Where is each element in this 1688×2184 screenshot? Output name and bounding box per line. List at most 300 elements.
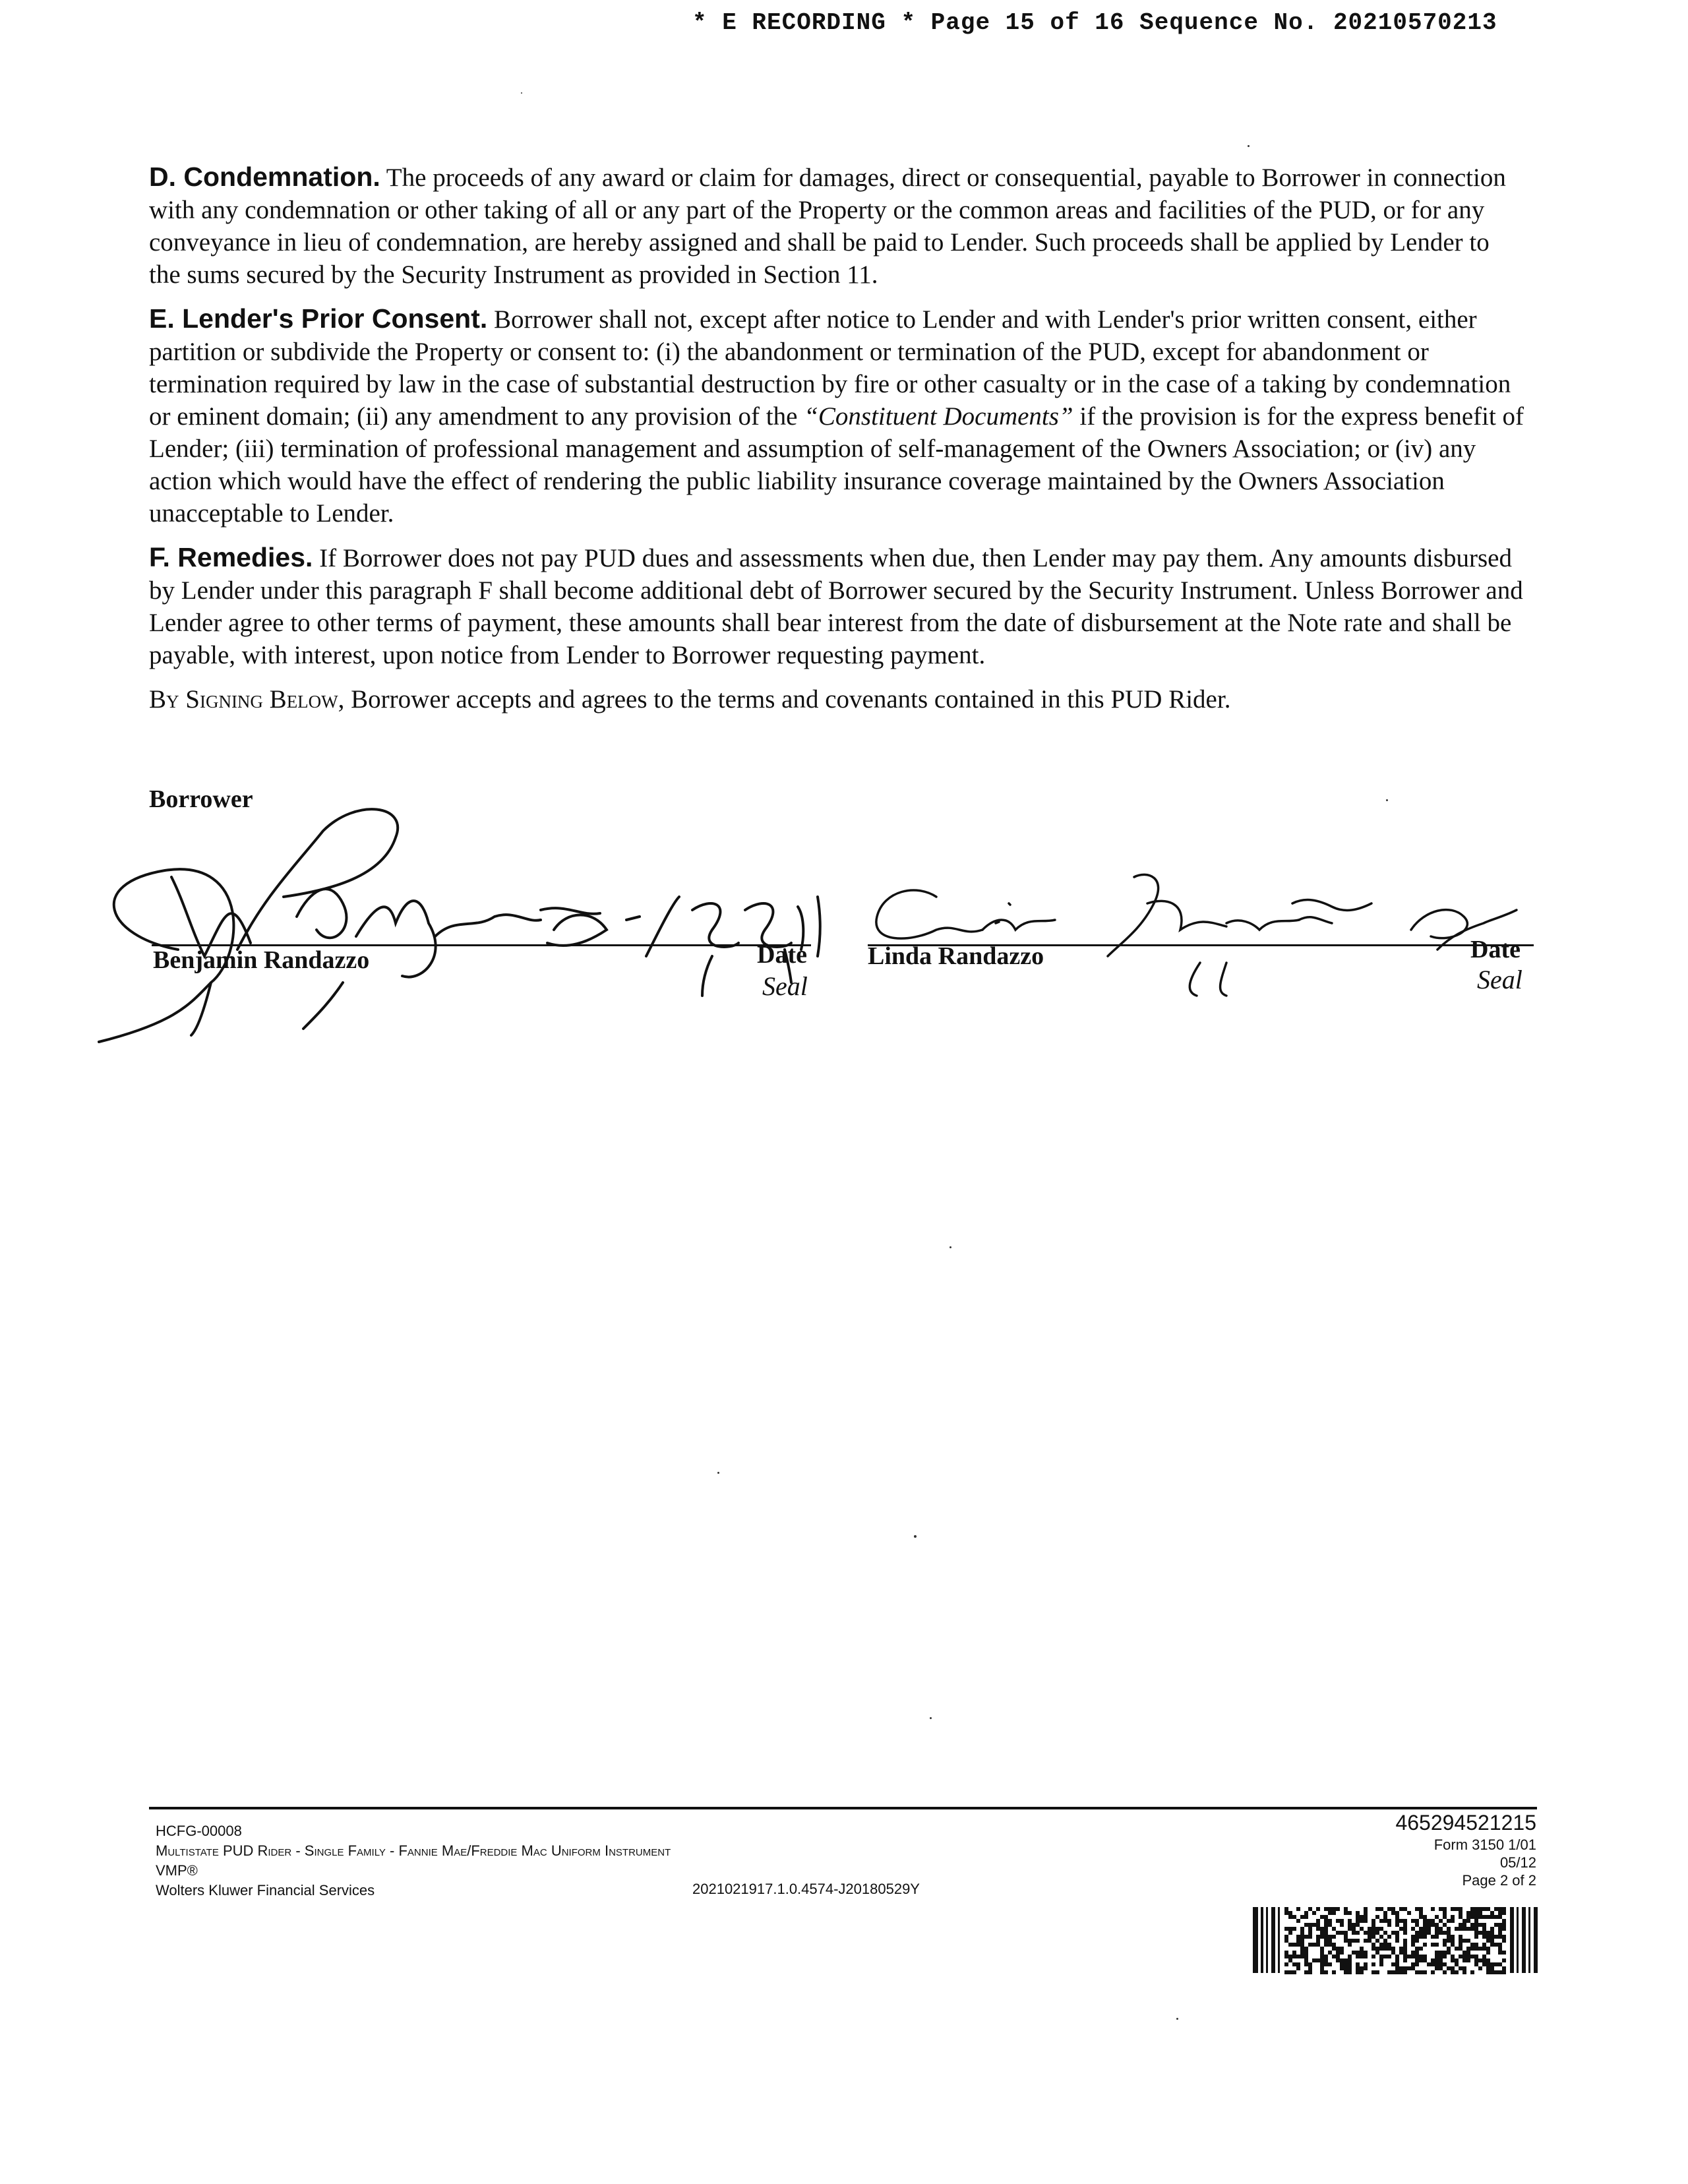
- barcode-module: [1455, 1907, 1459, 1911]
- barcode-module: [1486, 1958, 1490, 1962]
- barcode-module: [1490, 1911, 1494, 1915]
- barcode-module: [1372, 1955, 1375, 1958]
- barcode-module: [1403, 1947, 1407, 1951]
- section-f: [149, 541, 1527, 671]
- closing-text: Borrower accepts and agrees to the terms and covenants contained in this PUD Rider.: [344, 685, 1231, 713]
- barcode-module: [1292, 1943, 1296, 1947]
- barcode-module: [1423, 1919, 1427, 1923]
- barcode-module: [1478, 1907, 1482, 1911]
- barcode-module: [1383, 1939, 1387, 1943]
- barcode-module: [1466, 1911, 1470, 1915]
- barcode-module: [1474, 1931, 1478, 1935]
- signer-1-date-label: Date: [757, 941, 807, 969]
- barcode-module: [1320, 1931, 1324, 1935]
- barcode-module: [1415, 1951, 1419, 1955]
- barcode-module: [1431, 1970, 1435, 1974]
- section-d-heading: D. Condemnation.: [149, 162, 380, 192]
- barcode-module: [1340, 1923, 1344, 1927]
- barcode-module: [1451, 1935, 1455, 1939]
- barcode-module: [1474, 1935, 1478, 1939]
- barcode-module: [1308, 1935, 1312, 1939]
- barcode-module: [1419, 1927, 1423, 1931]
- barcode-module: [1395, 1939, 1399, 1943]
- barcode-module: [1304, 1947, 1308, 1951]
- barcode-module: [1379, 1935, 1383, 1939]
- barcode-module: [1494, 1923, 1498, 1927]
- barcode-module: [1466, 1951, 1470, 1955]
- barcode-module: [1316, 1919, 1320, 1923]
- barcode-module: [1451, 1955, 1455, 1958]
- barcode-module: [1324, 1923, 1328, 1927]
- barcode-module: [1482, 1935, 1486, 1939]
- barcode-module: [1498, 1935, 1502, 1939]
- barcode-module: [1372, 1962, 1375, 1966]
- barcode-module: [1498, 1911, 1502, 1915]
- barcode-module: [1459, 1907, 1462, 1911]
- barcode-module: [1415, 1935, 1419, 1939]
- barcode-module: [1316, 1907, 1320, 1911]
- barcode-module: [1455, 1927, 1459, 1931]
- barcode-module: [1336, 1907, 1340, 1911]
- barcode-module: [1300, 1935, 1304, 1939]
- barcode-module: [1328, 1943, 1332, 1947]
- barcode-module: [1439, 1955, 1443, 1958]
- barcode-module: [1462, 1970, 1466, 1974]
- barcode-module: [1387, 1970, 1391, 1974]
- barcode-module: [1447, 1935, 1451, 1939]
- barcode-module: [1459, 1966, 1462, 1970]
- barcode-module: [1375, 1951, 1379, 1955]
- barcode-module: [1288, 1943, 1292, 1947]
- barcode-module: [1462, 1923, 1466, 1927]
- barcode-module: [1356, 1911, 1360, 1915]
- barcode-module: [1494, 1907, 1498, 1911]
- barcode-module: [1470, 1915, 1474, 1919]
- barcode-module: [1292, 1951, 1296, 1955]
- barcode-module: [1395, 1966, 1399, 1970]
- barcode-module: [1375, 1907, 1379, 1911]
- barcode-module: [1415, 1923, 1419, 1927]
- scan-speck: [1386, 799, 1388, 801]
- barcode-module: [1466, 1939, 1470, 1943]
- barcode-module: [1411, 1966, 1415, 1970]
- barcode-module: [1300, 1955, 1304, 1958]
- barcode-module: [1423, 1923, 1427, 1927]
- barcode-module: [1304, 1951, 1308, 1955]
- barcode-module: [1304, 1958, 1308, 1962]
- barcode-module: [1328, 1919, 1332, 1923]
- barcode-module: [1403, 1970, 1407, 1974]
- barcode-module: [1447, 1919, 1451, 1923]
- barcode-module: [1296, 1966, 1300, 1970]
- barcode-module: [1304, 1915, 1308, 1919]
- barcode-module: [1486, 1970, 1490, 1974]
- barcode-module: [1316, 1927, 1320, 1931]
- barcode-module: [1348, 1919, 1352, 1923]
- barcode-module: [1288, 1911, 1292, 1915]
- barcode-module: [1304, 1970, 1308, 1974]
- barcode-module: [1328, 1935, 1332, 1939]
- barcode-module: [1411, 1962, 1415, 1966]
- barcode-module: [1415, 1970, 1419, 1974]
- signature-2-handwriting: [857, 857, 1530, 1002]
- barcode-module: [1344, 1958, 1348, 1962]
- barcode-module: [1284, 1962, 1288, 1966]
- barcode-module: [1316, 1935, 1320, 1939]
- barcode-module: [1348, 1962, 1352, 1966]
- barcode-module: [1288, 1915, 1292, 1919]
- barcode-module: [1324, 1943, 1328, 1947]
- barcode-module: [1332, 1943, 1336, 1947]
- barcode-module: [1482, 1955, 1486, 1958]
- barcode-module: [1474, 1919, 1478, 1923]
- barcode-module: [1486, 1951, 1490, 1955]
- barcode-module: [1324, 1931, 1328, 1935]
- barcode-module: [1470, 1955, 1474, 1958]
- barcode-module: [1490, 1943, 1494, 1947]
- barcode-module: [1332, 1955, 1336, 1958]
- barcode-module: [1340, 1966, 1344, 1970]
- barcode-module: [1395, 1923, 1399, 1927]
- barcode-module: [1300, 1927, 1304, 1931]
- barcode-module: [1356, 1955, 1360, 1958]
- signer-2-date-label: Date: [1470, 936, 1521, 963]
- barcode-module: [1451, 1919, 1455, 1923]
- barcode-module: [1320, 1955, 1324, 1958]
- barcode-module: [1356, 1970, 1360, 1974]
- section-e-heading: E. Lender's Prior Consent.: [149, 303, 488, 334]
- barcode-module: [1486, 1939, 1490, 1943]
- barcode-module: [1395, 1962, 1399, 1966]
- barcode-module: [1356, 1919, 1360, 1923]
- barcode-module: [1411, 1955, 1415, 1958]
- barcode-module: [1328, 1939, 1332, 1943]
- barcode-module: [1462, 1939, 1466, 1943]
- barcode-module: [1431, 1935, 1435, 1939]
- barcode-module: [1494, 1962, 1498, 1966]
- barcode-module: [1462, 1951, 1466, 1955]
- barcode-module: [1395, 1931, 1399, 1935]
- barcode-module: [1498, 1951, 1502, 1955]
- barcode-module: [1352, 1927, 1356, 1931]
- barcode-module: [1427, 1923, 1431, 1927]
- barcode-module: [1296, 1939, 1300, 1943]
- barcode-module: [1482, 1907, 1486, 1911]
- scan-speck: [930, 1717, 932, 1719]
- barcode-module: [1320, 1962, 1324, 1966]
- barcode-module: [1292, 1915, 1296, 1919]
- barcode-module: [1399, 1951, 1403, 1955]
- barcode-module: [1474, 1947, 1478, 1951]
- barcode-module: [1328, 1911, 1332, 1915]
- section-f-text: If Borrower does not pay PUD dues and assessments when due, then Lender may pay them. Any amounts disbursed by Lender under this paragraph F shall become additional debt of Borrower secured by the Security Instrument. Unless Borrower and Lender agree to other terms of payment, these amounts shall bear interest from the date of disbursement at the Note rate and shall be payable, with interest, upon notice from Lender to Borrower requesting payment.: [149, 544, 1523, 669]
- barcode-module: [1296, 1919, 1300, 1923]
- barcode-module: [1292, 1955, 1296, 1958]
- barcode-module: [1474, 1943, 1478, 1947]
- barcode-module: [1474, 1927, 1478, 1931]
- barcode-module: [1308, 1943, 1312, 1947]
- barcode-module: [1336, 1955, 1340, 1958]
- barcode-module: [1312, 1958, 1316, 1962]
- barcode-module: [1407, 1966, 1411, 1970]
- barcode-module: [1482, 1962, 1486, 1966]
- section-d: [149, 161, 1527, 291]
- barcode-module: [1383, 1915, 1387, 1919]
- barcode-module: [1435, 1931, 1439, 1935]
- barcode-module: [1356, 1939, 1360, 1943]
- barcode-module: [1443, 1951, 1447, 1955]
- barcode-module: [1447, 1947, 1451, 1951]
- barcode-module: [1494, 1943, 1498, 1947]
- barcode-module: [1403, 1907, 1407, 1911]
- section-e-text-before: Borrower shall not, except after notice to Lender and with Lender's prior written consent, either partition or subdivide the Property or consent to: (i) the abandonment or termination of the PUD, except for abandonment or termination required by law in the case of substantial destruction by fire or other casualty or in the case of a taking by condemnation or eminent domain; (ii) any amendment to any provision of the: [149, 305, 1511, 431]
- barcode-module: [1364, 1907, 1368, 1911]
- barcode-module: [1360, 1951, 1364, 1955]
- barcode-module: [1368, 1935, 1372, 1939]
- footer-rule: [149, 1807, 1537, 1809]
- barcode-module: [1435, 1958, 1439, 1962]
- barcode-module: [1320, 1951, 1324, 1955]
- barcode-module: [1368, 1931, 1372, 1935]
- barcode-module: [1360, 1955, 1364, 1958]
- barcode-module: [1300, 1951, 1304, 1955]
- barcode-module: [1356, 1923, 1360, 1927]
- barcode-module: [1360, 1947, 1364, 1951]
- barcode-module: [1328, 1951, 1332, 1955]
- barcode-module: [1312, 1943, 1316, 1947]
- barcode-module: [1364, 1966, 1368, 1970]
- barcode-module: [1348, 1966, 1352, 1970]
- barcode-module: [1498, 1962, 1502, 1966]
- barcode-module: [1466, 1955, 1470, 1958]
- barcode-module: [1320, 1958, 1324, 1962]
- barcode-module: [1474, 1911, 1478, 1915]
- barcode-module: [1395, 1919, 1399, 1923]
- barcode-module: [1490, 1927, 1494, 1931]
- barcode-module: [1439, 1951, 1443, 1955]
- barcode-module: [1284, 1927, 1288, 1931]
- barcode-module: [1320, 1966, 1324, 1970]
- barcode-module: [1364, 1951, 1368, 1955]
- barcode-module: [1447, 1951, 1451, 1955]
- barcode-module: [1391, 1970, 1395, 1974]
- barcode-module: [1502, 1970, 1506, 1974]
- barcode-module: [1439, 1958, 1443, 1962]
- barcode-module: [1462, 1966, 1466, 1970]
- barcode-module: [1300, 1939, 1304, 1943]
- barcode-module: [1435, 1943, 1439, 1947]
- barcode-module: [1486, 1931, 1490, 1935]
- barcode-module: [1423, 1958, 1427, 1962]
- barcode-module: [1403, 1919, 1407, 1923]
- barcode-module: [1423, 1970, 1427, 1974]
- barcode-module: [1502, 1939, 1506, 1943]
- barcode-module: [1459, 1923, 1462, 1927]
- barcode-module: [1356, 1966, 1360, 1970]
- section-e-italic-term: “Constituent Documents”: [804, 402, 1073, 431]
- barcode-module: [1411, 1935, 1415, 1939]
- barcode-module: [1383, 1931, 1387, 1935]
- barcode-module: [1360, 1970, 1364, 1974]
- section-d-text: The proceeds of any award or claim for damages, direct or consequential, payable to Borrower in connection with any condemnation or other taking of all or any part of the Property or the common areas and facilities of the PUD, or for any conveyance in lieu of condemnation, are hereby assigned and shall be paid to Lender. Such proceeds shall be applied by Lender to the sums secured by the Security Instrument as provided in Section 11.: [149, 164, 1506, 289]
- section-f-heading: F. Remedies.: [149, 542, 313, 572]
- barcode-module: [1308, 1962, 1312, 1966]
- barcode-module: [1399, 1970, 1403, 1974]
- barcode-module: [1439, 1962, 1443, 1966]
- barcode-module: [1364, 1919, 1368, 1923]
- barcode-module: [1502, 1951, 1506, 1955]
- barcode-module: [1411, 1939, 1415, 1943]
- barcode-module: [1403, 1955, 1407, 1958]
- barcode-module: [1375, 1970, 1379, 1974]
- barcode-module: [1502, 1923, 1506, 1927]
- barcode-module: [1379, 1962, 1383, 1966]
- barcode-module: [1387, 1947, 1391, 1951]
- closing-statement: [149, 683, 1527, 715]
- barcode-module: [1486, 1962, 1490, 1966]
- barcode-module: [1308, 1931, 1312, 1935]
- barcode-module: [1324, 1962, 1328, 1966]
- barcode-module: [1403, 1951, 1407, 1955]
- barcode-module: [1431, 1907, 1435, 1911]
- barcode-module: [1364, 1962, 1368, 1966]
- barcode-module: [1360, 1915, 1364, 1919]
- barcode-module: [1443, 1931, 1447, 1935]
- barcode-module: [1387, 1943, 1391, 1947]
- barcode-module: [1498, 1915, 1502, 1919]
- barcode-module: [1403, 1958, 1407, 1962]
- barcode-module: [1498, 1927, 1502, 1931]
- barcode-module: [1344, 1931, 1348, 1935]
- barcode-module: [1451, 1943, 1455, 1947]
- barcode-module: [1308, 1966, 1312, 1970]
- barcode-module: [1498, 1947, 1502, 1951]
- barcode-module: [1324, 1939, 1328, 1943]
- barcode-module: [1431, 1958, 1435, 1962]
- barcode-module: [1284, 1935, 1288, 1939]
- barcode-module: [1459, 1947, 1462, 1951]
- barcode-module: [1375, 1915, 1379, 1919]
- barcode-module: [1455, 1947, 1459, 1951]
- barcode-module: [1403, 1939, 1407, 1943]
- scan-speck: [717, 1472, 719, 1474]
- barcode-module: [1296, 1907, 1300, 1911]
- barcode-module: [1482, 1943, 1486, 1947]
- barcode-module: [1435, 1966, 1439, 1970]
- barcode-module: [1478, 1966, 1482, 1970]
- barcode-module: [1292, 1970, 1296, 1974]
- barcode-module: [1451, 1958, 1455, 1962]
- barcode-module: [1360, 1927, 1364, 1931]
- borrower-heading: Borrower: [149, 785, 253, 813]
- barcode-module: [1466, 1947, 1470, 1951]
- signature-1-handwriting: [79, 785, 837, 1048]
- barcode-module: [1459, 1943, 1462, 1947]
- barcode-module: [1336, 1951, 1340, 1955]
- barcode-module: [1308, 1970, 1312, 1974]
- barcode-module: [1490, 1915, 1494, 1919]
- barcode-module: [1459, 1939, 1462, 1943]
- barcode-module: [1490, 1939, 1494, 1943]
- barcode-module: [1379, 1955, 1383, 1958]
- barcode-module: [1348, 1955, 1352, 1958]
- barcode-module: [1288, 1931, 1292, 1935]
- barcode-image: [1253, 1904, 1538, 1976]
- barcode-module: [1344, 1939, 1348, 1943]
- barcode-module: [1387, 1955, 1391, 1958]
- barcode-module: [1292, 1927, 1296, 1931]
- barcode-module: [1447, 1927, 1451, 1931]
- barcode-module: [1296, 1935, 1300, 1939]
- barcode-module: [1304, 1923, 1308, 1927]
- barcode-module: [1470, 1970, 1474, 1974]
- barcode-module: [1296, 1962, 1300, 1966]
- barcode-module: [1352, 1923, 1356, 1927]
- barcode-module: [1312, 1911, 1316, 1915]
- barcode-module: [1474, 1958, 1478, 1962]
- barcode-module: [1324, 1919, 1328, 1923]
- barcode-module: [1372, 1919, 1375, 1923]
- barcode-module: [1395, 1915, 1399, 1919]
- barcode-module: [1284, 1970, 1288, 1974]
- barcode-module: [1419, 1907, 1423, 1911]
- barcode-module: [1415, 1947, 1419, 1951]
- barcode-module: [1348, 1927, 1352, 1931]
- barcode-module: [1498, 1943, 1502, 1947]
- barcode-module: [1348, 1923, 1352, 1927]
- barcode-module: [1383, 1947, 1387, 1951]
- scan-speck: [1176, 2018, 1178, 2020]
- barcode-module: [1423, 1955, 1427, 1958]
- barcode-module: [1455, 1962, 1459, 1966]
- barcode-module: [1316, 1939, 1320, 1943]
- barcode-module: [1296, 1943, 1300, 1947]
- closing-caps: By Signing Below,: [149, 685, 345, 713]
- barcode-module: [1419, 1935, 1423, 1939]
- barcode-module: [1379, 1927, 1383, 1931]
- barcode-module: [1502, 1958, 1506, 1962]
- barcode-module: [1324, 1970, 1328, 1974]
- barcode-module: [1502, 1935, 1506, 1939]
- barcode-module: [1411, 1927, 1415, 1931]
- barcode-module: [1459, 1955, 1462, 1958]
- signer-1-name: Benjamin Randazzo: [153, 946, 370, 974]
- barcode-module: [1379, 1907, 1383, 1911]
- barcode-module: [1462, 1927, 1466, 1931]
- barcode-module: [1332, 1927, 1336, 1931]
- barcode-module: [1372, 1927, 1375, 1931]
- barcode-module: [1391, 1962, 1395, 1966]
- barcode-module: [1494, 1935, 1498, 1939]
- barcode-module: [1415, 1919, 1419, 1923]
- scan-speck: [914, 1535, 917, 1538]
- barcode-module: [1490, 1966, 1494, 1970]
- footer-vmp: VMP®: [156, 1862, 198, 1879]
- barcode-module: [1395, 1935, 1399, 1939]
- barcode-module: [1340, 1958, 1344, 1962]
- page-label: Page 2 of 2: [1462, 1872, 1536, 1889]
- barcode-module: [1482, 1958, 1486, 1962]
- barcode-module: [1474, 1915, 1478, 1919]
- barcode-module: [1451, 1970, 1455, 1974]
- barcode-module: [1443, 1955, 1447, 1958]
- barcode-module: [1419, 1947, 1423, 1951]
- barcode-module: [1360, 1966, 1364, 1970]
- barcode-module: [1439, 1907, 1443, 1911]
- barcode-module: [1387, 1935, 1391, 1939]
- barcode-module: [1415, 1907, 1419, 1911]
- barcode-module: [1407, 1955, 1411, 1958]
